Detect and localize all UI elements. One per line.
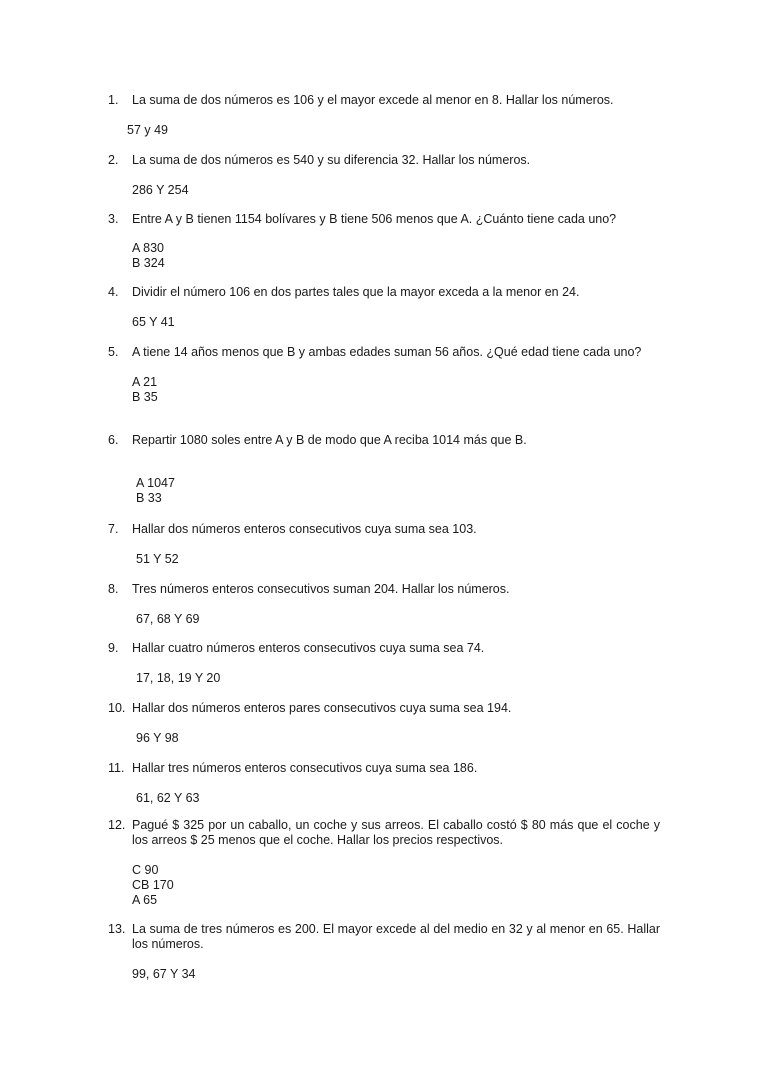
answer-line: 17, 18, 19 Y 20 <box>136 671 221 685</box>
problem-12 <box>108 818 660 908</box>
problem-number: 6. <box>108 433 119 447</box>
problem-number: 4. <box>108 285 119 299</box>
problem-answer <box>136 612 660 627</box>
answer-line: A 830 <box>132 241 164 255</box>
problem-4 <box>108 285 660 330</box>
problem-3 <box>108 212 660 271</box>
problem-question: Pagué $ 325 por un caballo, un coche y sus arreos. El caballo costó $ 80 más que el coche y los arreos $ 25 menos que el coche. Hallar los precios respectivos. <box>132 818 660 847</box>
problem-11 <box>108 761 660 806</box>
answer-line: 57 y 49 <box>127 123 169 137</box>
answer-line: A 21 <box>132 375 158 389</box>
problem-5 <box>108 345 660 405</box>
problem-question: Hallar cuatro números enteros consecutivos cuya suma sea 74. <box>132 641 485 655</box>
answer-line: C 90 <box>132 863 159 877</box>
problem-question: Hallar tres números enteros consecutivos cuya suma sea 186. <box>132 761 478 775</box>
problem-answer <box>132 375 660 405</box>
problem-10 <box>108 701 660 746</box>
problem-answer <box>136 552 660 567</box>
problem-question: Hallar dos números enteros pares consecutivos cuya suma sea 194. <box>132 701 512 715</box>
problem-answer <box>136 731 660 746</box>
answer-line: B 35 <box>132 390 158 404</box>
answer-line: 96 Y 98 <box>136 731 179 745</box>
answer-line: 286 Y 254 <box>132 183 189 197</box>
problem-number: 3. <box>108 212 119 226</box>
answer-line: 65 Y 41 <box>132 315 175 329</box>
answer-line: 67, 68 Y 69 <box>136 612 200 626</box>
answer-line: 99, 67 Y 34 <box>132 967 196 981</box>
problem-answer <box>132 315 660 330</box>
problem-number: 5. <box>108 345 119 359</box>
problem-13 <box>108 922 660 982</box>
problem-number: 7. <box>108 522 119 536</box>
problem-question: Tres números enteros consecutivos suman 204. Hallar los números. <box>132 582 510 596</box>
problem-number: 12. <box>108 818 126 832</box>
problem-1 <box>108 93 660 138</box>
problem-number: 13. <box>108 922 126 936</box>
answer-line: 61, 62 Y 63 <box>136 791 200 805</box>
problem-2 <box>108 153 660 198</box>
problem-8 <box>108 582 660 627</box>
problem-answer <box>136 791 660 806</box>
problem-answer <box>136 671 660 686</box>
problem-number: 8. <box>108 582 119 596</box>
problem-number: 11. <box>108 761 125 775</box>
problem-answer <box>132 967 660 982</box>
problem-7 <box>108 522 660 567</box>
problem-number: 10. <box>108 701 126 715</box>
problem-9 <box>108 641 660 686</box>
problem-question: Dividir el número 106 en dos partes tales que la mayor exceda a la menor en 24. <box>132 285 580 299</box>
answer-line: 51 Y 52 <box>136 552 179 566</box>
problem-6 <box>108 433 660 506</box>
problem-question: Entre A y B tienen 1154 bolívares y B tiene 506 menos que A. ¿Cuánto tiene cada uno? <box>132 212 617 226</box>
problem-answer <box>132 183 660 198</box>
problem-question: A tiene 14 años menos que B y ambas edades suman 56 años. ¿Qué edad tiene cada uno? <box>132 345 642 359</box>
answer-line: B 324 <box>132 256 165 270</box>
problem-number: 2. <box>108 153 119 167</box>
answer-line: A 65 <box>132 893 158 907</box>
answer-line: B 33 <box>136 491 162 505</box>
problem-question: Repartir 1080 soles entre A y B de modo que A reciba 1014 más que B. <box>132 433 527 447</box>
answer-line: A 1047 <box>136 476 175 490</box>
problem-answer <box>132 241 660 271</box>
problem-number: 1. <box>108 93 119 107</box>
problem-question: Hallar dos números enteros consecutivos cuya suma sea 103. <box>132 522 477 536</box>
problem-question: La suma de dos números es 106 y el mayor excede al menor en 8. Hallar los números. <box>132 93 614 107</box>
problem-answer <box>136 476 660 506</box>
problem-answer <box>127 123 660 138</box>
answer-line: CB 170 <box>132 878 174 892</box>
problem-number: 9. <box>108 641 119 655</box>
problem-answer <box>132 863 660 908</box>
problem-question: La suma de dos números es 540 y su diferencia 32. Hallar los números. <box>132 153 531 167</box>
problem-question: La suma de tres números es 200. El mayor excede al del medio en 32 y al menor en 65. Hallar los números. <box>132 922 660 951</box>
